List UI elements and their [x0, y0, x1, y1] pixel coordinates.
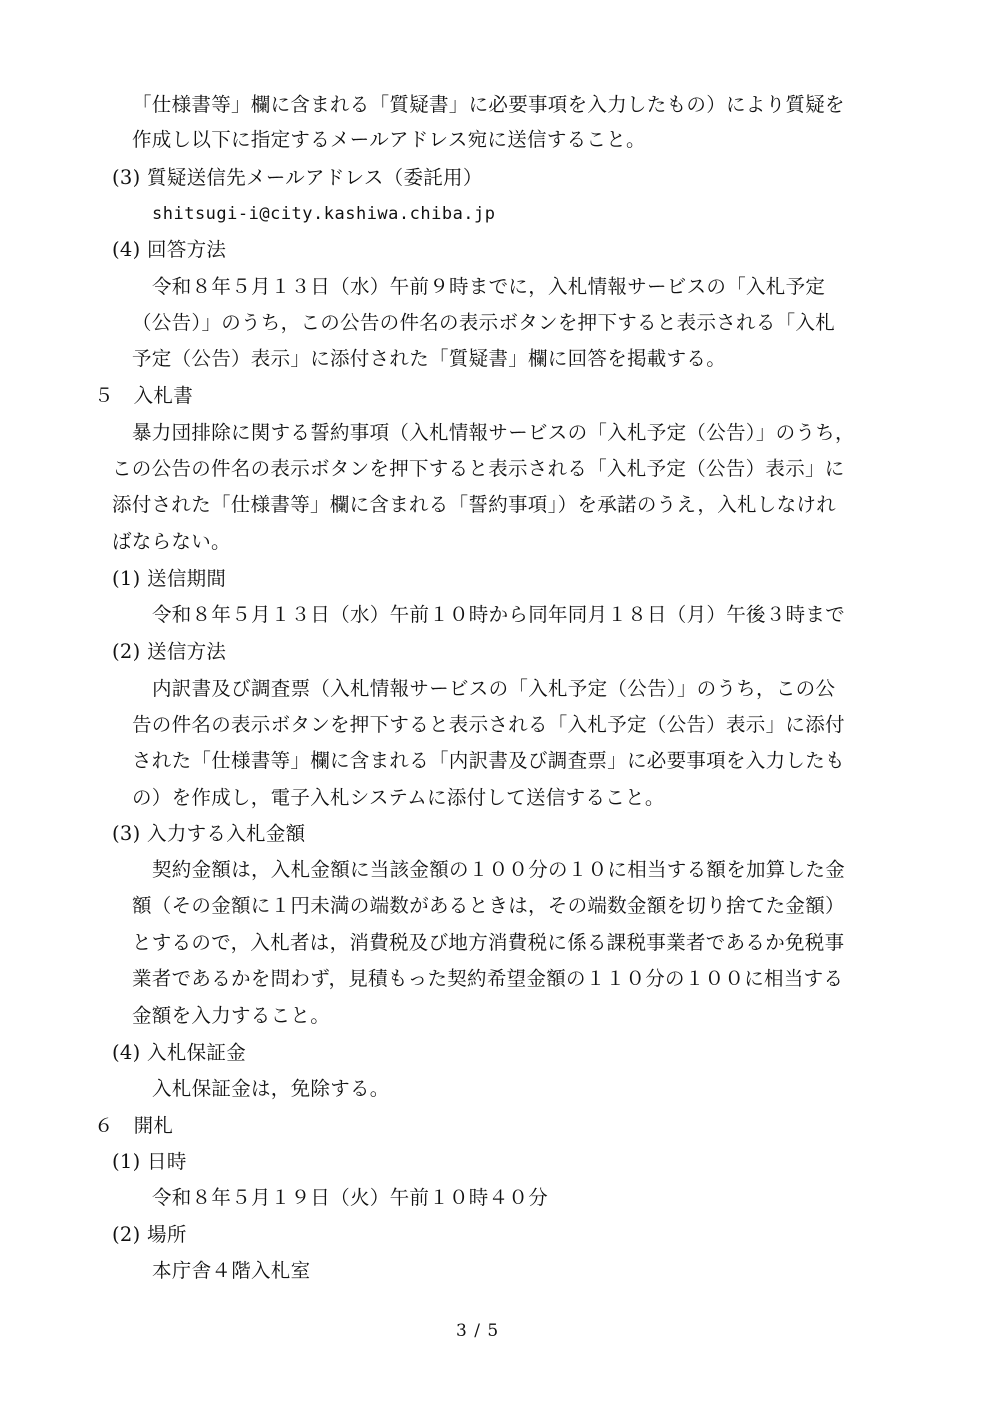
body-line: 令和８年５月１３日（水）午前９時までに，入札情報サービスの「入札予定 [152, 275, 826, 298]
subsection-heading: (2) 送信方法 [112, 640, 227, 663]
subsection-heading: (1) 日時 [112, 1150, 187, 1173]
body-line: 内訳書及び調査票（入札情報サービスの「入札予定（公告）」のうち，この公 [152, 677, 836, 700]
subsection-heading: (2) 場所 [112, 1223, 187, 1246]
body-line: 添付された「仕様書等」欄に含まれる「誓約事項」）を承諾のうえ，入札しなけれ [112, 493, 837, 516]
email-address: shitsugi-i@city.kashiwa.chiba.jp [152, 204, 496, 224]
body-line: （公告）」のうち，この公告の件名の表示ボタンを押下すると表示される「入札 [132, 311, 836, 334]
body-line: 本庁舎４階入札室 [152, 1259, 311, 1282]
body-line: 入札保証金は，免除する。 [152, 1077, 390, 1100]
body-line: とするので，入札者は，消費税及び地方消費税に係る課税事業者であるか免税事 [132, 931, 845, 954]
section-heading: ６ 開札 [94, 1114, 174, 1137]
body-line: の）を作成し，電子入札システムに添付して送信すること。 [132, 786, 665, 809]
subsection-heading: (4) 回答方法 [112, 238, 227, 261]
body-line: 契約金額は，入札金額に当該金額の１００分の１０に相当する額を加算した金 [152, 858, 845, 881]
body-line: 暴力団排除に関する誓約事項（入札情報サービスの「入札予定（公告）」のうち， [132, 421, 855, 444]
body-line: 業者であるかを問わず，見積もった契約希望金額の１１０分の１００に相当する [132, 967, 844, 990]
body-line: この公告の件名の表示ボタンを押下すると表示される「入札予定（公告）表示」に [112, 457, 845, 480]
body-line: された「仕様書等」欄に含まれる「内訳書及び調査票」に必要事項を入力したも [132, 749, 845, 772]
body-line: 告の件名の表示ボタンを押下すると表示される「入札予定（公告）表示」に添付 [132, 713, 845, 736]
body-line: 令和８年５月１３日（水）午前１０時から同年同月１８日（月）午後３時まで [152, 603, 846, 626]
body-line: 額（その金額に１円未満の端数があるときは，その端数金額を切り捨てた金額） [132, 894, 845, 917]
page-number: 3 / 5 [456, 1321, 500, 1341]
body-line: 令和８年５月１９日（火）午前１０時４０分 [152, 1186, 549, 1209]
body-line: 作成し以下に指定するメールアドレス宛に送信すること。 [132, 128, 646, 151]
body-line: 予定（公告）表示」に添付された「質疑書」欄に回答を掲載する。 [132, 347, 727, 370]
subsection-heading: (3) 質疑送信先メールアドレス（委託用） [112, 166, 483, 189]
subsection-heading: (3) 入力する入札金額 [112, 822, 306, 845]
section-heading: ５ 入札書 [94, 384, 194, 407]
body-line: ばならない。 [112, 530, 231, 553]
subsection-heading: (4) 入札保証金 [112, 1041, 247, 1064]
subsection-heading: (1) 送信期間 [112, 567, 227, 590]
body-line: 金額を入力すること。 [132, 1004, 331, 1027]
body-line: 「仕様書等」欄に含まれる「質疑書」に必要事項を入力したもの）により質疑を [132, 93, 845, 116]
